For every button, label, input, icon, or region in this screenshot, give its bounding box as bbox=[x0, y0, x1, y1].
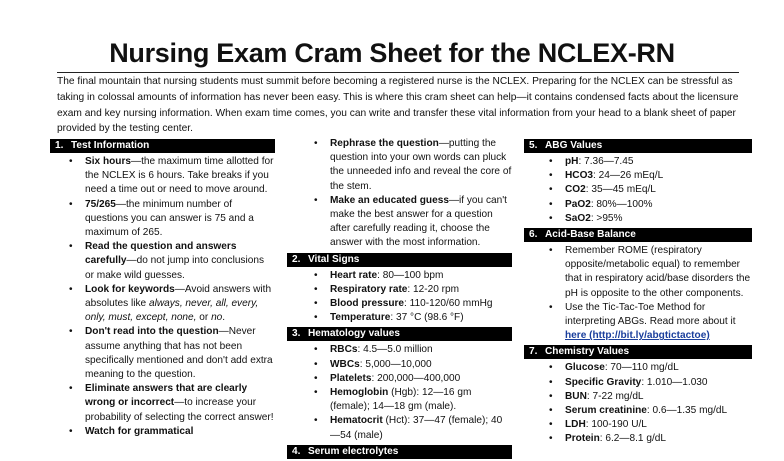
section-header-serum-electrolytes: 4. Serum electrolytes bbox=[287, 445, 512, 459]
list-item: • RBCs: 4.5—5.0 million bbox=[330, 343, 512, 357]
list-item: • PaO2: 80%—100% bbox=[565, 198, 752, 212]
list-item: • WBCs: 5,000—10,000 bbox=[330, 358, 512, 372]
vital-signs-list bbox=[287, 269, 512, 326]
section-header-test-information: 1. Test Information bbox=[50, 139, 275, 153]
chemistry-list bbox=[524, 361, 752, 446]
column-2 bbox=[287, 137, 512, 461]
list-item: • 75/265—the minimum number of questions you can answer is 75 and a maximum of 265. bbox=[85, 198, 275, 241]
list-item: • Heart rate: 80—100 bpm bbox=[330, 269, 512, 283]
test-information-list bbox=[50, 155, 275, 439]
column-3 bbox=[524, 137, 752, 447]
list-item: • LDH: 100-190 U/L bbox=[565, 418, 752, 432]
list-item: • Don't read into the question—Never assume anything that has not been specifically mentioned and don't add extra meaning to the question. bbox=[85, 325, 275, 382]
list-item: • Eliminate answers that are clearly wrong or incorrect—to increase your probability of selecting the correct answer! bbox=[85, 382, 275, 425]
list-item: • Six hours—the maximum time allotted for the NCLEX is 6 hours. Take breaks if you need a time out or need to move around. bbox=[85, 155, 275, 198]
list-item: • BUN: 7-22 mg/dL bbox=[565, 390, 752, 404]
page-title: Nursing Exam Cram Sheet for the NCLEX-RN bbox=[109, 38, 675, 68]
intro-paragraph: The final mountain that nursing students must summit before becoming a registered nurse is the NCLEX. Preparing for the NCLEX can be stressful as taking in colossal amounts of information has never been easy. This is where this cram sheet can help—it contains condensed facts about the licensure exam and key nursing information. When exam time comes, you can write and transfer these vital information from your head to a blank sheet of paper provided by the testing center. bbox=[57, 76, 739, 135]
acid-base-list bbox=[524, 244, 752, 343]
list-item: • Specific Gravity: 1.010—1.030 bbox=[565, 376, 752, 390]
list-item: • SaO2: >95% bbox=[565, 212, 752, 226]
list-item: • Use the Tic-Tac-Toe Method for interpreting ABGs. Read more about it here (http://bit.ly/abgtictactoe) bbox=[565, 301, 752, 344]
list-item: • Hematocrit (Hct): 37—47 (female); 40—54 (male) bbox=[330, 414, 512, 442]
list-item: • Rephrase the question—putting the question into your own words can pluck the unneeded info and reveal the core of the stem. bbox=[330, 137, 512, 194]
list-item: • HCO3: 24—26 mEq/L bbox=[565, 169, 752, 183]
title-divider bbox=[57, 72, 739, 73]
list-item: • Serum creatinine: 0.6—1.35 mg/dL bbox=[565, 404, 752, 418]
list-item: • Look for keywords—Avoid answers with absolutes like always, never, all, every, only, must, except, none, or no. bbox=[85, 283, 275, 326]
column-1 bbox=[50, 137, 275, 439]
list-item: • CO2: 35—45 mEq/L bbox=[565, 183, 752, 197]
list-item: • Hemoglobin (Hgb): 12—16 gm (female); 14—18 gm (male). bbox=[330, 386, 512, 414]
hematology-list bbox=[287, 343, 512, 442]
list-item: • Platelets: 200,000—400,000 bbox=[330, 372, 512, 386]
section-header-chemistry: 7. Chemistry Values bbox=[524, 345, 752, 359]
list-item: • Read the question and answers carefully—do not jump into conclusions or make wild guesses. bbox=[85, 240, 275, 283]
list-item: • Blood pressure: 110-120/60 mmHg bbox=[330, 297, 512, 311]
section-header-hematology: 3. Hematology values bbox=[287, 327, 512, 341]
list-item: • Temperature: 37 °C (98.6 °F) bbox=[330, 311, 512, 325]
abg-tictactoe-link[interactable]: here (http://bit.ly/abgtictactoe) bbox=[565, 330, 710, 342]
list-item: • pH: 7.36—7.45 bbox=[565, 155, 752, 169]
section-header-vital-signs: 2. Vital Signs bbox=[287, 253, 512, 267]
test-information-continued-list bbox=[287, 137, 512, 251]
list-item: • Protein: 6.2—8.1 g/dL bbox=[565, 432, 752, 446]
section-header-acid-base: 6. Acid-Base Balance bbox=[524, 228, 752, 242]
list-item: • Glucose: 70—110 mg/dL bbox=[565, 361, 752, 375]
abg-values-list bbox=[524, 155, 752, 226]
list-item: • Make an educated guess—if you can't make the best answer for a question after carefully reading it, choose the answer with the most information. bbox=[330, 194, 512, 251]
list-item: • Remember ROME (respiratory opposite/metabolic equal) to remember that in respiratory acid/base disorders the pH is opposite to the other components. bbox=[565, 244, 752, 301]
list-item: • Watch for grammatical bbox=[85, 425, 275, 439]
list-item: • Respiratory rate: 12-20 rpm bbox=[330, 283, 512, 297]
section-header-abg-values: 5. ABG Values bbox=[524, 139, 752, 153]
